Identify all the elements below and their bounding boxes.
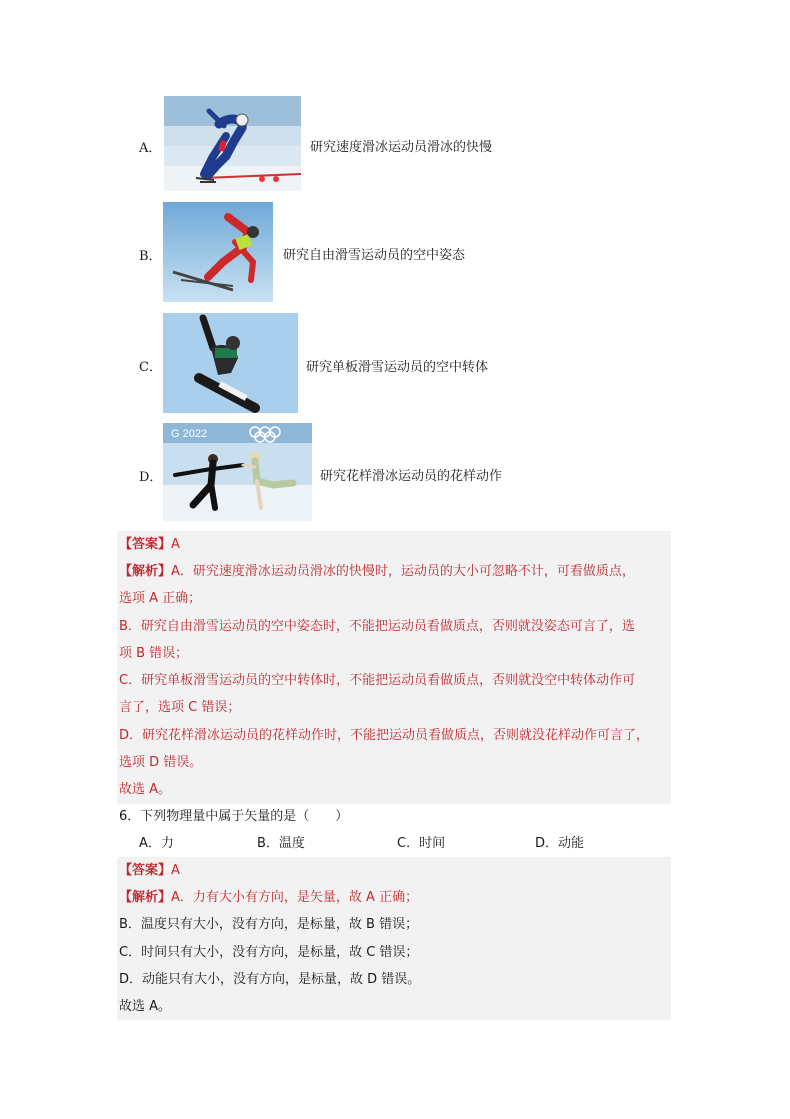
answer-value: A: [171, 863, 180, 878]
option-b-letter: B．: [139, 249, 162, 264]
analysis-line-2: B．温度只有大小，没有方向，是标量，故 B 错误；: [119, 917, 419, 932]
answer-block-1: [117, 531, 671, 804]
analysis-text: A．力有大小有方向，是矢量，故 A 正确；: [171, 890, 419, 905]
snowboarder-image: [163, 313, 298, 413]
option-c-text: 研究单板滑雪运动员的空中转体: [306, 360, 489, 375]
freestyle-skier-image: [163, 202, 273, 302]
answer-tag: 【答案】: [119, 537, 172, 552]
question-6-choice-a: A．力: [139, 836, 174, 851]
answer-line: [119, 859, 180, 878]
analysis-text: A．研究速度滑冰运动员滑冰的快慢时，运动员的大小可忽略不计，可看做质点，: [171, 564, 635, 579]
analysis-line-8: 选项 D 错误。: [119, 755, 203, 770]
speed-skater-image: [164, 96, 301, 191]
question-6-choice-d: D．动能: [535, 836, 585, 851]
option-b-text: 研究自由滑雪运动员的空中姿态: [283, 248, 466, 263]
analysis-line-3: C．时间只有大小，没有方向，是标量，故 C 错误；: [119, 945, 419, 960]
analysis-line-1: [119, 560, 635, 579]
option-c-letter: C．: [139, 360, 162, 375]
analysis-line-2: 选项 A 正确；: [119, 591, 202, 606]
answer-line: [119, 533, 180, 552]
question-6-stem: 6．下列物理量中属于矢量的是（ ）: [119, 809, 349, 824]
analysis-tag: 【解析】: [119, 564, 172, 579]
analysis-line-6: 言了，选项 C 错误；: [119, 700, 241, 715]
option-a-text: 研究速度滑冰运动员滑冰的快慢: [310, 140, 493, 155]
analysis-line-9: 故选 A。: [119, 782, 172, 797]
option-a-letter: A．: [139, 141, 162, 156]
analysis-line-4: 项 B 错误；: [119, 646, 189, 661]
olympic-banner-text: G 2022: [171, 428, 208, 440]
analysis-line-5: 故选 A。: [119, 999, 172, 1014]
answer-tag: 【答案】: [119, 863, 172, 878]
option-d-text: 研究花样滑冰运动员的花样动作: [320, 469, 503, 484]
analysis-line-1: [119, 886, 418, 905]
question-6-choice-c: C．时间: [397, 836, 446, 851]
question-6-choice-b: B．温度: [257, 836, 305, 851]
option-d-letter: D．: [139, 470, 163, 485]
figure-skaters-image: [163, 423, 312, 521]
analysis-line-7: D．研究花样滑冰运动员的花样动作时，不能把运动员看做质点，否则就没花样动作可言了，: [119, 728, 650, 743]
answer-value: A: [171, 537, 180, 552]
analysis-tag: 【解析】: [119, 890, 172, 905]
analysis-line-3: B．研究自由滑雪运动员的空中姿态时，不能把运动员看做质点，否则就没姿态可言了，选: [119, 619, 635, 634]
answer-block-2: [117, 857, 671, 1020]
analysis-line-5: C．研究单板滑雪运动员的空中转体时，不能把运动员看做质点，否则就没空中转体动作可: [119, 673, 636, 688]
analysis-line-4: D．动能只有大小，没有方向，是标量，故 D 错误。: [119, 972, 421, 987]
